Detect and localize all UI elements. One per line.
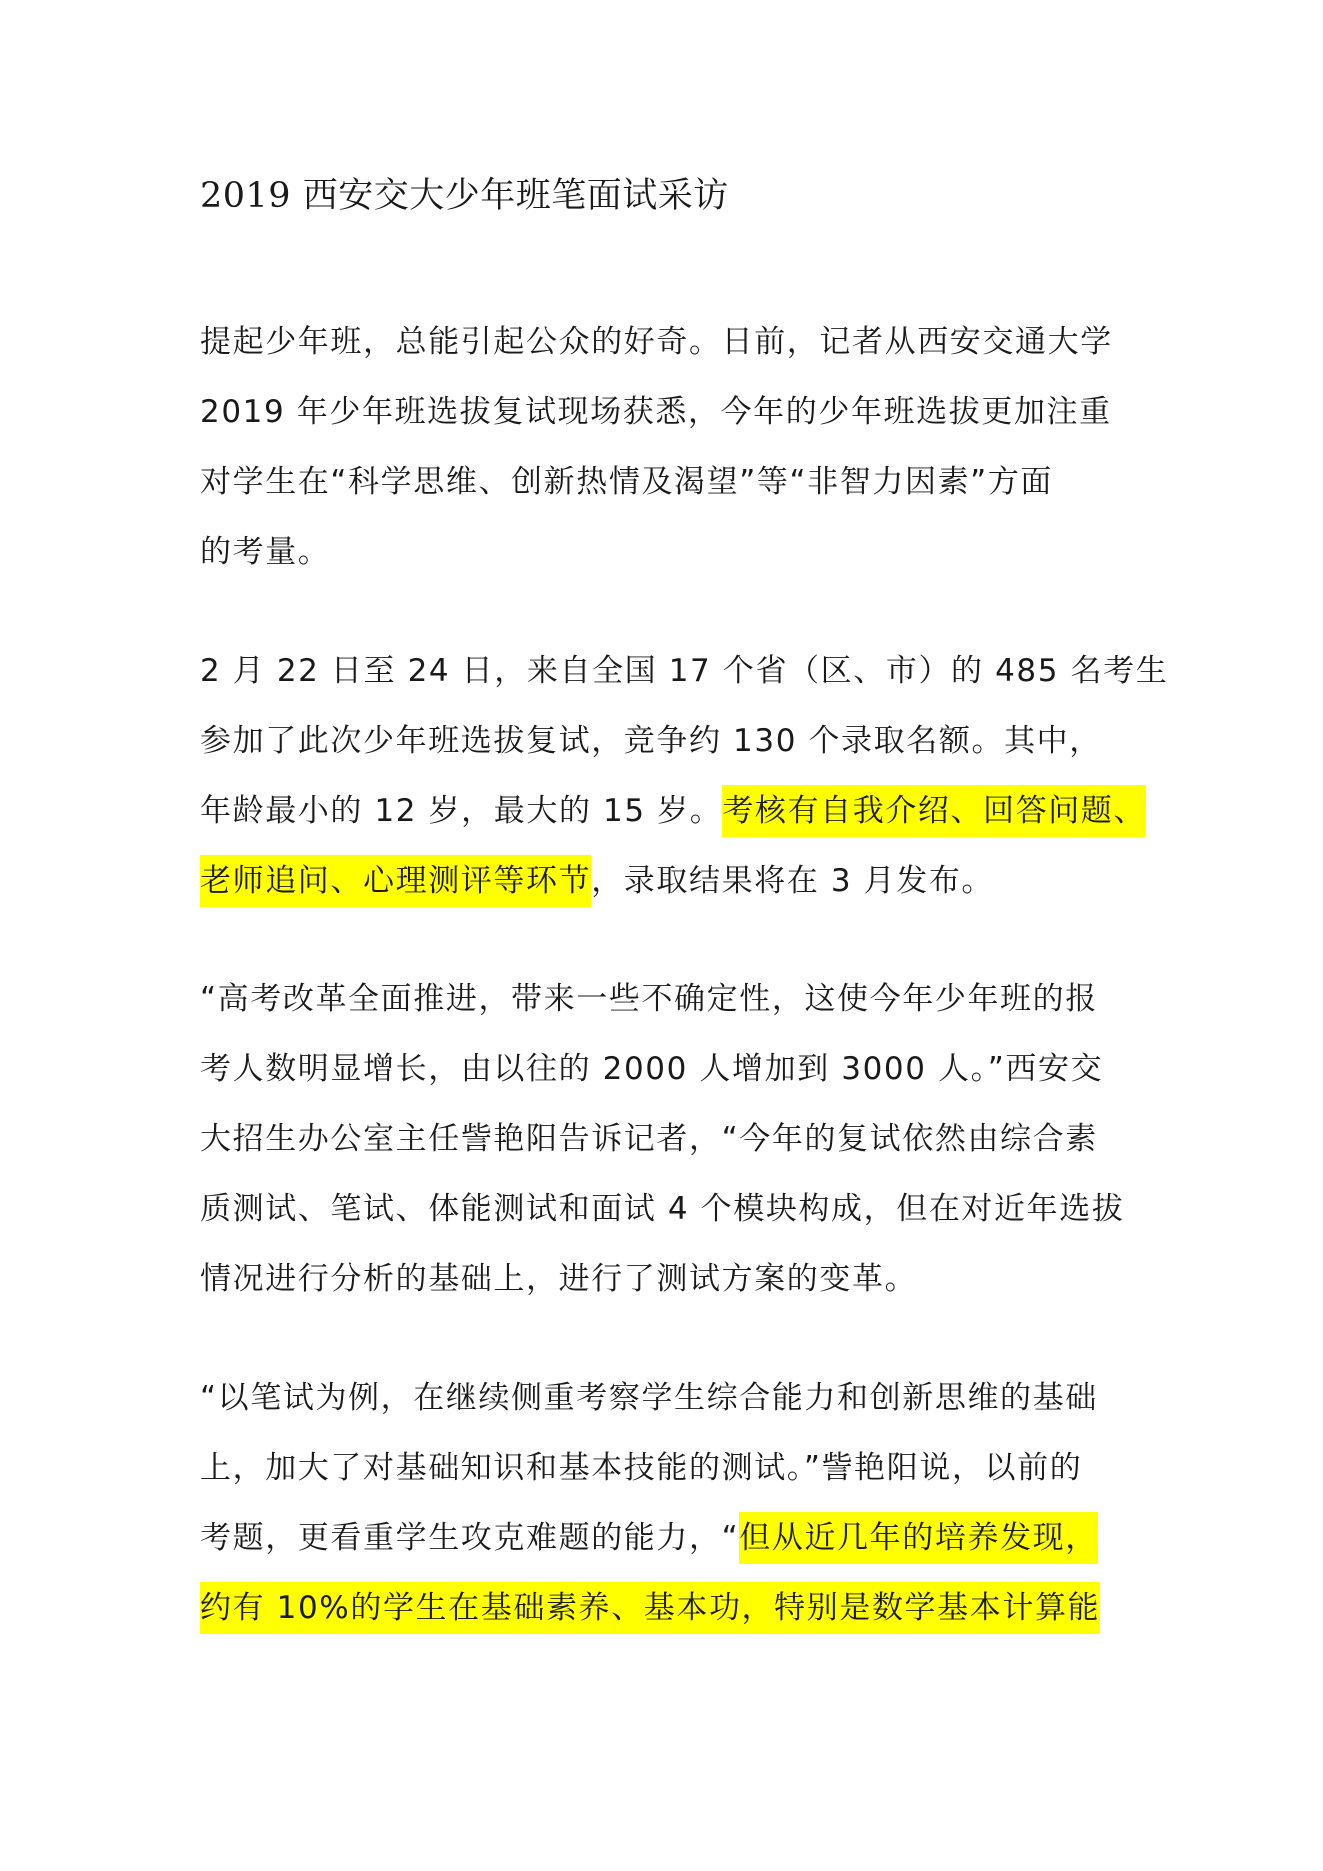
- text-run: “以笔试为例，在继续侧重考察学生综合能力和创新思维的基础: [200, 1380, 1098, 1416]
- text-line: [200, 846, 1130, 916]
- text-line: [200, 377, 1130, 447]
- paragraph-2: [200, 636, 1169, 916]
- text-run: 参加了此次少年班选拔复试，竞争约 130 个录取名额。其中，: [200, 723, 1102, 759]
- text-line: [200, 447, 1130, 517]
- paragraph-4: [200, 1363, 1130, 1643]
- paragraph-1: [200, 307, 1130, 587]
- text-line: [200, 1503, 1130, 1573]
- text-line: [200, 964, 1130, 1034]
- text-run: 情况进行分析的基础上，进行了测试方案的变革。: [200, 1261, 918, 1297]
- text-line: [200, 1104, 1130, 1174]
- text-run: ，录取结果将在 3 月发布。: [591, 863, 995, 899]
- text-line: [200, 1174, 1130, 1244]
- document-title: 2019 西安交大少年班笔面试采访: [200, 176, 729, 216]
- text-line: [200, 1034, 1130, 1104]
- text-run: 质测试、笔试、体能测试和面试 4 个模块构成，但在对近年选拔: [200, 1191, 1125, 1227]
- text-run: 上，加大了对基础知识和基本技能的测试。”訾艳阳说，以前的: [200, 1450, 1083, 1486]
- text-run: 大招生办公室主任訾艳阳告诉记者，“今年的复试依然由综合素: [200, 1121, 1098, 1157]
- text-line: [200, 307, 1130, 377]
- text-line: [200, 1363, 1130, 1433]
- text-run: 对学生在“科学思维、创新热情及渴望”等“非智力因素”方面: [200, 464, 1054, 500]
- highlighted-text: 但从近几年的培养发现，: [739, 1512, 1098, 1564]
- text-line: [200, 776, 1147, 846]
- text-run: 2 月 22 日至 24 日，来自全国 17 个省（区、市）的 485 名考生: [200, 653, 1169, 689]
- text-line: [200, 1244, 1130, 1314]
- text-line: [200, 1433, 1130, 1503]
- text-run: “高考改革全面推进，带来一些不确定性，这使今年少年班的报: [200, 981, 1098, 1017]
- paragraph-3: [200, 964, 1130, 1314]
- text-run: 考题，更看重学生攻克难题的能力，“: [200, 1520, 740, 1556]
- text-run: 提起少年班，总能引起公众的好奇。日前，记者从西安交通大学: [200, 324, 1113, 360]
- text-run: 2019 年少年班选拔复试现场获悉，今年的少年班选拔更加注重: [200, 394, 1112, 430]
- highlighted-text: 老师追问、心理测评等环节: [200, 855, 591, 907]
- text-run: 年龄最小的 12 岁，最大的 15 岁。: [200, 793, 723, 829]
- text-line: [200, 517, 1130, 587]
- text-line: [200, 1573, 1130, 1643]
- highlighted-text: 约有 10%的学生在基础素养、基本功，特别是数学基本计算能: [200, 1582, 1100, 1634]
- text-run: 考人数明显增长，由以往的 2000 人增加到 3000 人。”西安交: [200, 1051, 1104, 1087]
- text-line: [200, 636, 1169, 706]
- text-line: [200, 706, 1130, 776]
- highlighted-text: 考核有自我介绍、回答问题、: [722, 785, 1146, 837]
- text-run: 的考量。: [200, 534, 331, 570]
